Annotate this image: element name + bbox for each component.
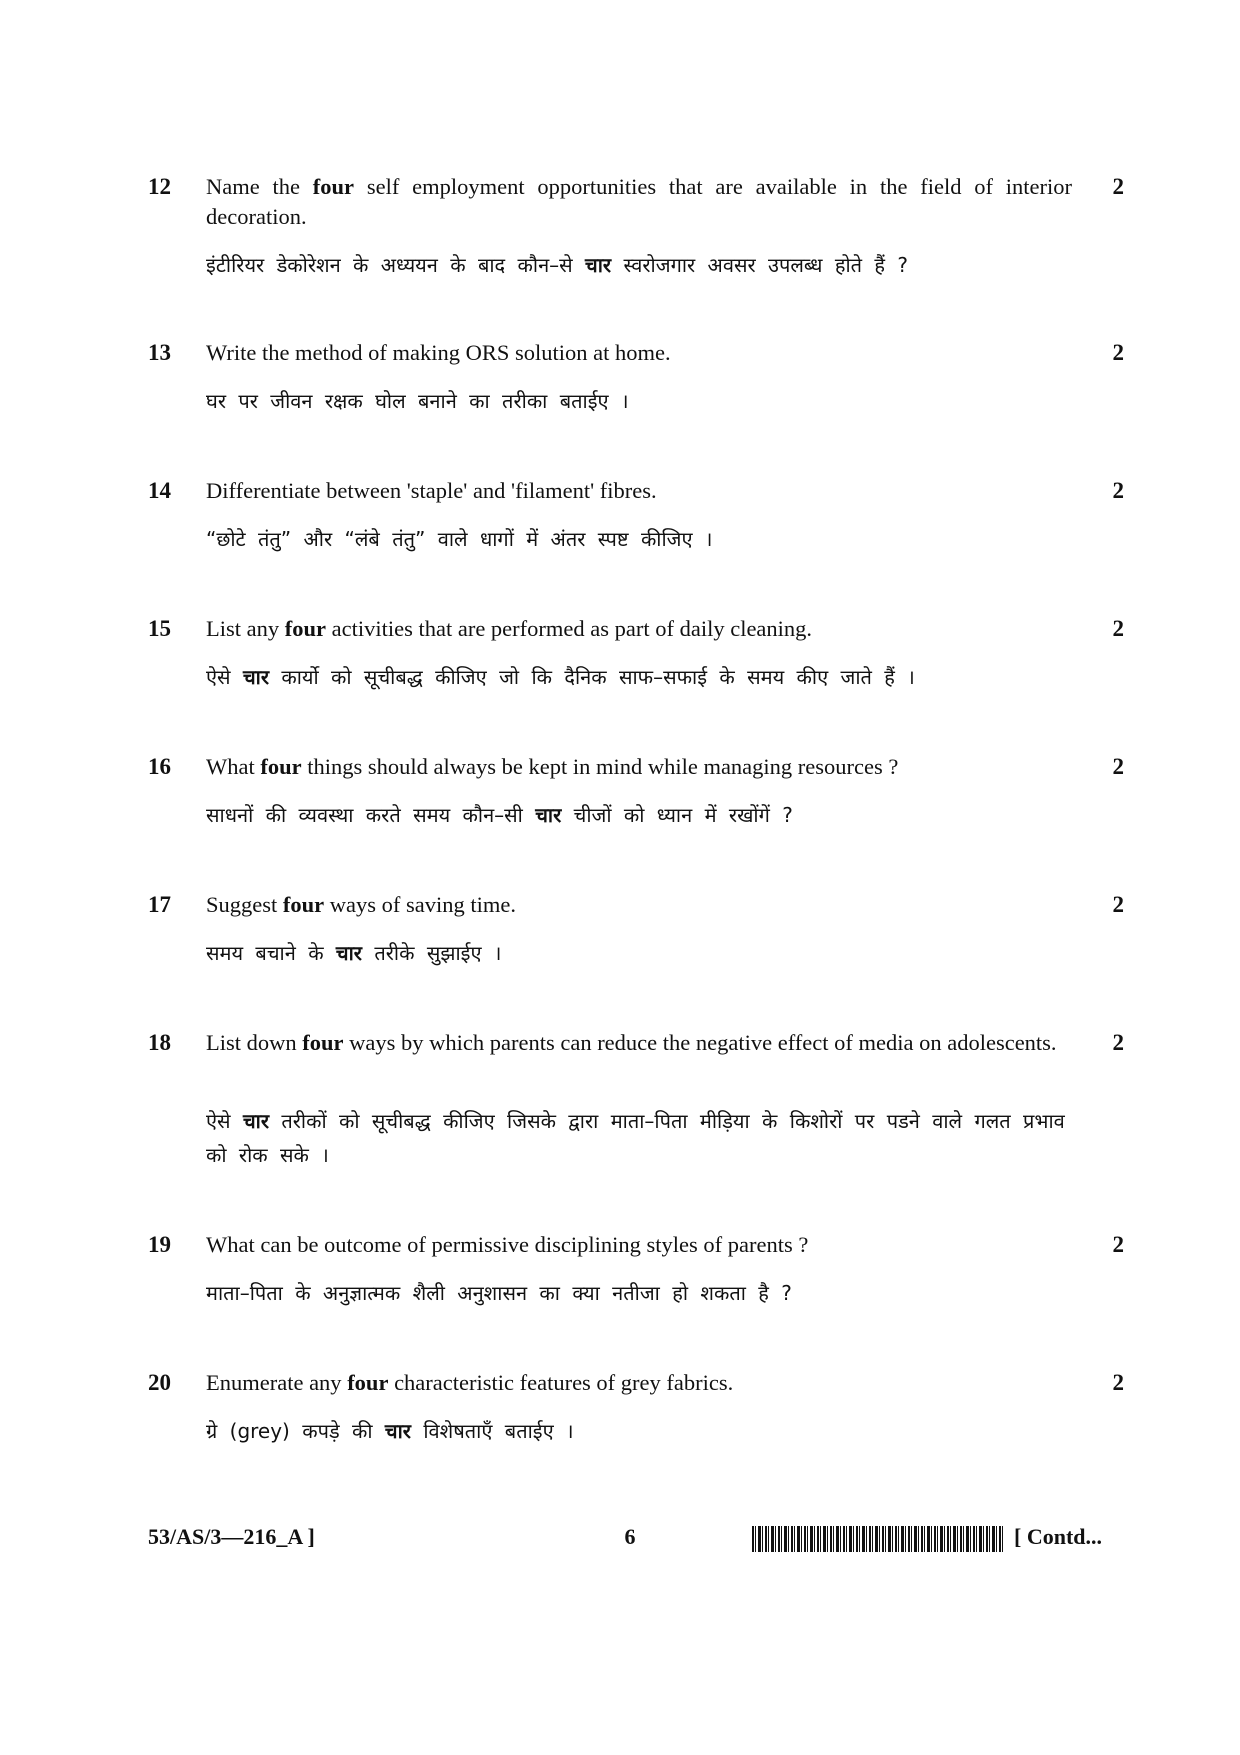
question-number: 19 <box>148 1232 171 1257</box>
page-number: 6 <box>624 1524 636 1549</box>
question-number: 17 <box>148 892 171 917</box>
question-marks: 2 <box>1112 754 1124 779</box>
question-text-en: List down four ways by which parents can reduce the negative effect of media on adolescents. <box>206 1030 1057 1055</box>
question-marks: 2 <box>1112 174 1124 199</box>
question-number: 16 <box>148 754 171 779</box>
question-marks: 2 <box>1112 478 1124 503</box>
question-marks: 2 <box>1112 1370 1124 1395</box>
question-text-en: Differentiate between 'staple' and 'filament' fibres. <box>206 478 657 503</box>
paper-code: 53/AS/3—216_A ] <box>148 1524 315 1549</box>
question-text-hi: ऐसे चार कार्यो को सूचीबद्ध कीजिए जो कि दैनिक साफ–सफाई के समय कीए जाते हैं । <box>206 665 915 689</box>
question-text-hi: समय बचाने के चार तरीके सुझाईए । <box>206 941 502 965</box>
question-text-hi: ग्रे (grey) कपड़े की चार विशेषताएँ बताईए । <box>206 1419 574 1443</box>
question-number: 20 <box>148 1370 171 1395</box>
question-text-en: What can be outcome of permissive disciplining styles of parents ? <box>206 1232 809 1257</box>
question-text-hi: “छोटे तंतु” और “लंबे तंतु” वाले धागों में अंतर स्पष्ट कीजिए । <box>206 527 713 551</box>
question-text-en: Suggest four ways of saving time. <box>206 892 516 917</box>
question-text-en: Write the method of making ORS solution at home. <box>206 340 671 365</box>
continued-label: [ Contd... <box>1014 1524 1103 1549</box>
question-text-en: List any four activities that are performed as part of daily cleaning. <box>206 616 813 641</box>
question-marks: 2 <box>1112 616 1124 641</box>
question-text-hi: ऐसे चार तरीकों को सूचीबद्ध कीजिए जिसके द्वारा माता–पिता मीड़िया के किशोरों पर पडने वाले गलत प्रभाव को रोक सके । <box>206 1109 1065 1167</box>
question-number: 14 <box>148 478 171 503</box>
barcode-icon <box>752 1526 1004 1552</box>
question-text-en: What four things should always be kept in mind while managing resources ? <box>206 754 899 779</box>
question-number: 13 <box>148 340 171 365</box>
question-number: 12 <box>148 174 171 199</box>
question-marks: 2 <box>1112 340 1124 365</box>
question-text-hi: घर पर जीवन रक्षक घोल बनाने का तरीका बताईए । <box>206 389 629 413</box>
question-number: 15 <box>148 616 171 641</box>
question-text-hi: इंटीरियर डेकोरेशन के अध्ययन के बाद कौन–से चार स्वरोजगार अवसर उपलब्ध होते हैं ? <box>206 253 908 277</box>
question-text-hi: साधनों की व्यवस्था करते समय कौन–सी चार चीजों को ध्यान में रखोंगें ? <box>206 803 793 827</box>
question-marks: 2 <box>1112 1030 1124 1055</box>
question-text-en: Name the four self employment opportunities that are available in the field of interior decoration. <box>206 174 1072 229</box>
question-marks: 2 <box>1112 1232 1124 1257</box>
question-text-hi: माता–पिता के अनुज्ञात्मक शैली अनुशासन का क्या नतीजा हो शकता है ? <box>206 1281 792 1305</box>
question-number: 18 <box>148 1030 171 1055</box>
question-marks: 2 <box>1112 892 1124 917</box>
question-text-en: Enumerate any four characteristic features of grey fabrics. <box>206 1370 734 1395</box>
